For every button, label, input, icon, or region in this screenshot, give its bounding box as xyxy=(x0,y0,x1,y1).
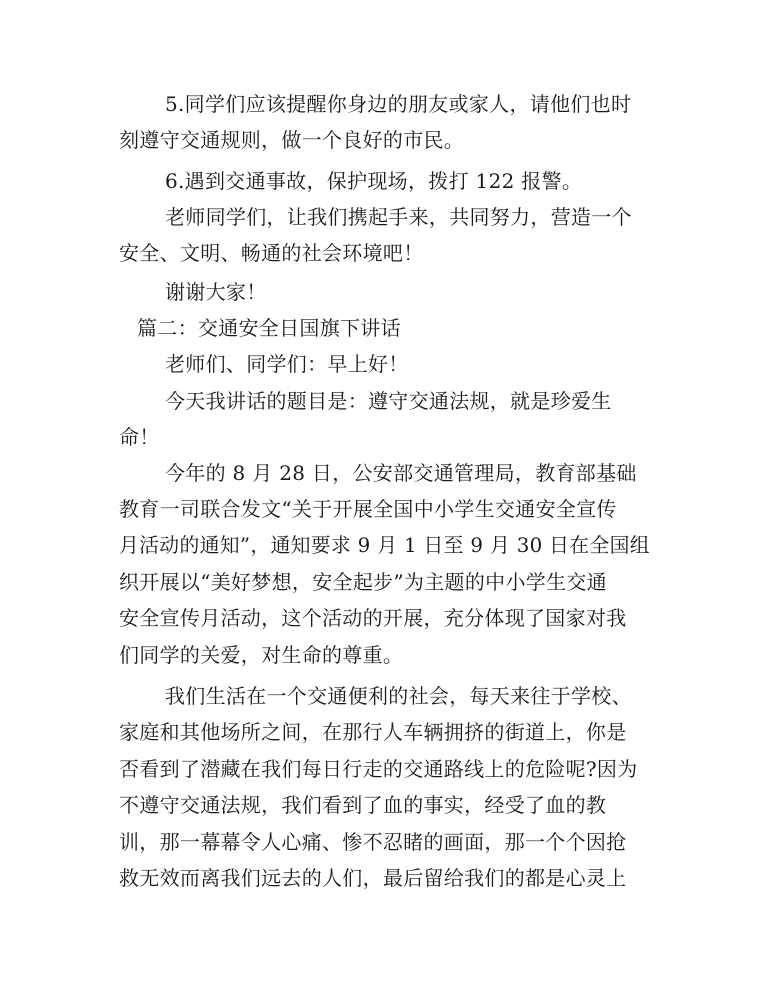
text-line: 教育一司联合发文“关于开展全国中小学生交通安全宣传 xyxy=(119,497,617,521)
text-line: 救无效而离我们远去的人们，最后留给我们的都是心灵上 xyxy=(119,866,627,890)
text-line: 不遵守交通法规，我们看到了血的事实，经受了血的教 xyxy=(119,793,607,817)
text-line: 老师们、同学们：早上好！ xyxy=(165,352,409,376)
text-line: 谢谢大家！ xyxy=(165,280,267,304)
text-line: 家庭和其他场所之间，在那行人车辆拥挤的街道上，你是 xyxy=(119,720,627,744)
text-line: 命！ xyxy=(119,425,160,449)
text-line: 织开展以“美好梦想，安全起步”为主题的中小学生交通 xyxy=(119,570,607,594)
text-line: 我们生活在一个交通便利的社会，每天来往于学校、 xyxy=(165,684,632,708)
text-line: 今天我讲话的题目是：遵守交通法规，就是珍爱生 xyxy=(165,389,612,413)
text-line: 5.同学们应该提醒你身边的朋友或家人，请他们也时 xyxy=(165,92,632,116)
text-line: 刻遵守交通规则，做一个良好的市民。 xyxy=(119,128,465,152)
text-line: 今年的 8 月 28 日，公安部交通管理局，教育部基础 xyxy=(165,461,637,485)
section-heading: 篇二：交通安全日国旗下讲话 xyxy=(137,316,401,340)
text-line: 否看到了潜藏在我们每日行走的交通路线上的危险呢?因为 xyxy=(119,757,638,781)
text-line: 月活动的通知”，通知要求 9 月 1 日至 9 月 30 日在全国组 xyxy=(119,533,650,557)
text-line: 安全、文明、畅通的社会环境吧！ xyxy=(119,241,424,265)
text-line: 老师同学们，让我们携起手来，共同努力，营造一个 xyxy=(165,205,632,229)
text-line: 6.遇到交通事故，保护现场，拨打 122 报警。 xyxy=(165,169,583,193)
text-line: 安全宣传月活动，这个活动的开展，充分体现了国家对我 xyxy=(119,606,627,630)
text-line: 训，那一幕幕令人心痛、惨不忍睹的画面，那一个个因抢 xyxy=(119,830,627,854)
text-line: 们同学的关爱，对生命的尊重。 xyxy=(119,643,404,667)
